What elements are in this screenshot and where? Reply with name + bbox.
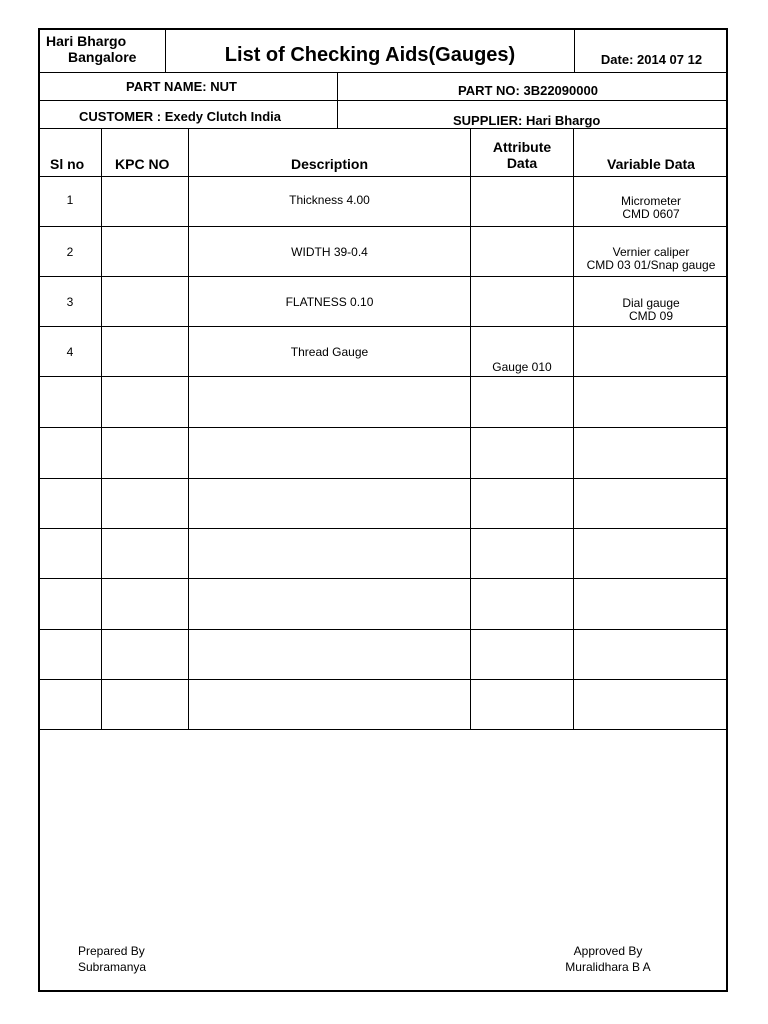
row-3-sl: 3 — [66, 295, 74, 309]
approved-name: Muralidhara B A — [565, 960, 651, 974]
document-date: Date: 2014 07 12 — [600, 52, 703, 67]
row-4-sl: 4 — [66, 345, 74, 359]
grid-line — [38, 100, 728, 101]
customer: CUSTOMER : Exedy Clutch India — [79, 109, 282, 124]
page-title: List of Checking Aids(Gauges) — [224, 44, 516, 66]
grid-line — [38, 276, 728, 277]
grid-line — [38, 376, 728, 377]
company-line-1: Hari Bhargo — [46, 33, 127, 49]
header-description: Description — [290, 156, 368, 172]
row-2-variable-line2: CMD 03 01/Snap gauge — [586, 258, 716, 272]
header-attribute-line1: Attribute — [492, 139, 552, 155]
row-3-variable-line1: Dial gauge — [622, 296, 680, 310]
grid-line — [188, 128, 189, 730]
row-2-sl: 2 — [66, 245, 74, 259]
approved-label: Approved By — [573, 944, 643, 958]
row-2-variable — [574, 246, 728, 272]
part-number: PART NO: 3B22090000 — [458, 83, 598, 98]
supplier: SUPPLIER: Hari Bhargo — [453, 113, 601, 128]
grid-line — [38, 729, 728, 730]
checking-aids-sheet — [38, 28, 728, 992]
grid-line — [470, 128, 471, 730]
grid-line — [38, 578, 728, 579]
part-name: PART NAME: NUT — [126, 79, 237, 94]
approved-by — [530, 943, 686, 975]
row-4-attribute: Gauge 010 — [492, 360, 552, 374]
row-2-variable-line1: Vernier caliper — [612, 245, 690, 259]
row-3-description: FLATNESS 0.10 — [285, 295, 374, 309]
row-4-description: Thread Gauge — [290, 345, 369, 359]
grid-line — [38, 128, 728, 129]
company-name — [46, 33, 136, 65]
header-attribute-data — [471, 139, 573, 171]
header-attribute-line2: Data — [506, 155, 538, 171]
prepared-name: Subramanya — [78, 960, 147, 974]
header-sl-no: Sl no — [50, 156, 85, 172]
row-3-variable — [574, 297, 728, 323]
grid-line — [38, 427, 728, 428]
row-1-description: Thickness 4.00 — [289, 193, 370, 207]
row-1-variable-line1: Micrometer — [620, 194, 681, 208]
header-variable-data: Variable Data — [607, 156, 695, 172]
grid-line — [38, 478, 728, 479]
grid-line — [38, 629, 728, 630]
grid-line — [38, 326, 728, 327]
prepared-by — [78, 943, 146, 975]
grid-line — [38, 679, 728, 680]
row-3-variable-line2: CMD 09 — [628, 309, 673, 323]
header-kpc-no: KPC NO — [115, 156, 170, 172]
row-2-description: WIDTH 39-0.4 — [291, 245, 368, 259]
prepared-label: Prepared By — [78, 944, 145, 958]
row-1-sl: 1 — [66, 193, 74, 207]
grid-line — [38, 528, 728, 529]
grid-line — [101, 128, 102, 730]
row-1-variable — [574, 195, 728, 221]
row-1-variable-line2: CMD 0607 — [622, 207, 680, 221]
company-line-2: Bangalore — [68, 49, 137, 65]
grid-line — [38, 72, 728, 73]
grid-line — [38, 176, 728, 177]
grid-line — [38, 226, 728, 227]
